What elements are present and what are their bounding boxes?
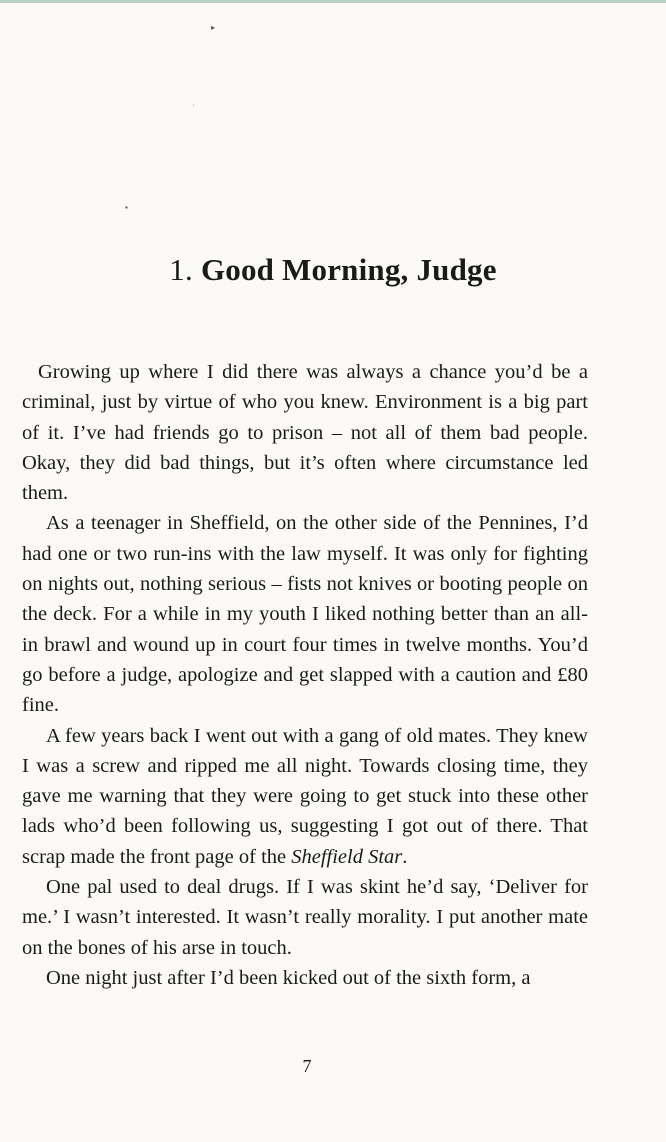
print-speck: ▪ [125,203,128,212]
paragraph-text: A few years back I went out with a gang of old mates. They knew I was a screw and ripped me all night. Towards closing time, they gave me warning that they were going to get stuck into these other lads who’d been following us, suggesting I got out of there. That scrap made the front page of the [22,724,588,868]
paragraph: One night just after I’d been kicked out of the sixth form, a [46,966,531,989]
paragraph [22,721,588,872]
chapter-title: Good Morning, Judge [200,252,497,287]
print-speck: ▸ [211,23,216,32]
print-speck: ˙ [192,103,195,112]
paragraph: One pal used to deal drugs. If I was skint he’d say, ‘Deliver for me.’ I wasn’t interested. It wasn’t really morality. I put another mate on the bones of his arse in touch. [22,876,588,959]
chapter-body [22,357,588,993]
chapter-heading [0,252,666,288]
newspaper-title: Sheffield Star [291,845,403,868]
paragraph: Growing up where I did there was always a chance you’d be a criminal, just by virtue of who you knew. Environment is a big part of it. I’ve had friends go to prison – not all of them bad people. Okay, they did bad things, but it’s often where circumstance led them. [22,361,588,505]
chapter-number: 1. [169,252,193,287]
page-top-edge [0,0,666,3]
page-number: 7 [302,1056,312,1076]
paragraph-text: . [402,845,408,868]
paragraph: As a teenager in Sheffield, on the other side of the Pennines, I’d had one or two run-ins with the law myself. It was only for fighting on nights out, nothing serious – fists not knives or booting people on the deck. For a while in my youth I liked nothing better than an all-in brawl and wound up in court four times in twelve months. You’d go before a judge, apologize and get slapped with a caution and £80 fine. [22,512,588,717]
